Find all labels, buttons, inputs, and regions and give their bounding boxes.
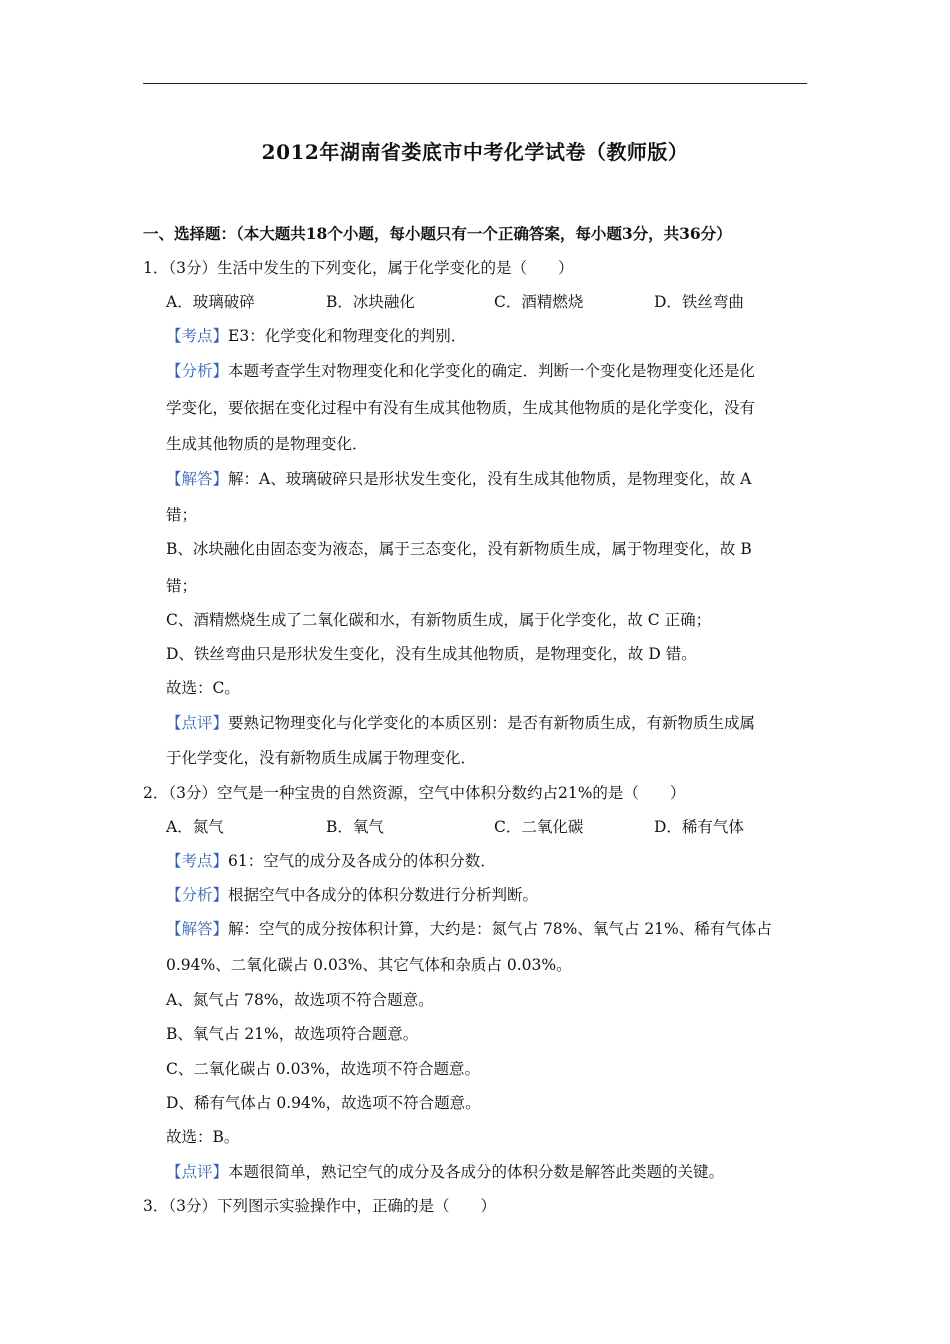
jieda-line: 0.94%、二氧化碳占 0.03%、其它气体和杂质占 0.03%。 xyxy=(166,956,572,974)
kaodian-text: 61：空气的成分及各成分的体积分数． xyxy=(228,852,496,870)
q2-option-b: B．氧气 xyxy=(326,818,384,836)
jieda-line: 解：A、玻璃破碎只是形状发生变化，没有生成其他物质，是物理变化，故 A xyxy=(228,470,752,488)
q1-kaodian xyxy=(166,326,466,346)
dianping-line: 于化学变化，没有新物质生成属于物理变化． xyxy=(166,749,477,767)
q2-option-d: D．稀有气体 xyxy=(654,818,744,836)
jieda-line: D、铁丝弯曲只是形状发生变化，没有生成其他物质，是物理变化，故 D 错。 xyxy=(166,645,697,663)
question-3-stem: 3．（3分）下列图示实验操作中，正确的是（ ） xyxy=(143,1197,496,1215)
dianping-line: 本题很简单，熟记空气的成分及各成分的体积分数是解答此类题的关键。 xyxy=(228,1163,725,1181)
fenxi-line: 生成其他物质的是物理变化． xyxy=(166,435,368,453)
dianping-tag: 【点评】 xyxy=(166,1163,229,1181)
section-heading: 一、选择题：（本大题共18个小题，每小题只有一个正确答案，每小题3分，共36分） xyxy=(143,224,732,243)
header-rule xyxy=(143,83,807,84)
jieda-line: C、酒精燃烧生成了二氧化碳和水，有新物质生成，属于化学变化，故 C 正确； xyxy=(166,611,712,629)
fenxi-line: 本题考查学生对物理变化和化学变化的确定．判断一个变化是物理变化还是化 xyxy=(228,362,756,380)
dianping-line: 要熟记物理变化与化学变化的本质区别：是否有新物质生成，有新物质生成属 xyxy=(228,714,756,732)
jieda-tag: 【解答】 xyxy=(166,470,229,488)
q2-dianping xyxy=(166,1162,724,1182)
jieda-line: 解：空气的成分按体积计算，大约是：氮气占 78%、氧气占 21%、稀有气体占 xyxy=(228,920,772,938)
jieda-line: B、冰块融化由固态变为液态，属于三态变化，没有新物质生成，属于物理变化，故 B xyxy=(166,540,752,558)
dianping-tag: 【点评】 xyxy=(166,714,229,732)
question-2-stem: 2．（3分）空气是一种宝贵的自然资源，空气中体积分数约占21%的是（ ） xyxy=(143,784,686,802)
jieda-line: 错； xyxy=(166,577,198,595)
jieda-line: 错； xyxy=(166,506,198,524)
q2-option-a: A．氮气 xyxy=(166,818,224,836)
kaodian-tag: 【考点】 xyxy=(166,327,229,345)
q1-option-a: A．玻璃破碎 xyxy=(166,293,255,311)
fenxi-tag: 【分析】 xyxy=(166,886,229,904)
jieda-line: 故选：C。 xyxy=(166,679,240,697)
q2-jieda xyxy=(166,919,772,939)
fenxi-line: 学变化，要依据在变化过程中有没有生成其他物质，生成其他物质的是化学变化，没有 xyxy=(166,399,756,417)
fenxi-tag: 【分析】 xyxy=(166,362,229,380)
fenxi-line: 根据空气中各成分的体积分数进行分析判断。 xyxy=(228,886,539,904)
q2-fenxi xyxy=(166,885,538,905)
jieda-line: D、稀有气体占 0.94%，故选项不符合题意。 xyxy=(166,1094,481,1112)
q1-fenxi xyxy=(166,361,755,381)
jieda-line: 故选：B。 xyxy=(166,1128,240,1146)
jieda-line: C、二氧化碳占 0.03%，故选项不符合题意。 xyxy=(166,1060,481,1078)
q1-option-d: D．铁丝弯曲 xyxy=(654,293,744,311)
jieda-line: A、氮气占 78%，故选项不符合题意。 xyxy=(166,991,434,1009)
kaodian-text: E3：化学变化和物理变化的判别． xyxy=(228,327,467,345)
q1-jieda xyxy=(166,469,751,489)
kaodian-tag: 【考点】 xyxy=(166,852,229,870)
q1-dianping xyxy=(166,713,755,733)
q1-option-b: B．冰块融化 xyxy=(326,293,415,311)
jieda-line: B、氧气占 21%，故选项符合题意。 xyxy=(166,1025,419,1043)
q2-kaodian xyxy=(166,851,496,871)
question-1-stem: 1．（3分）生活中发生的下列变化，属于化学变化的是（ ） xyxy=(143,259,574,277)
jieda-tag: 【解答】 xyxy=(166,920,229,938)
q1-option-c: C．酒精燃烧 xyxy=(494,293,584,311)
q2-option-c: C．二氧化碳 xyxy=(494,818,584,836)
page-title: 2012年湖南省娄底市中考化学试卷（教师版） xyxy=(261,140,689,164)
